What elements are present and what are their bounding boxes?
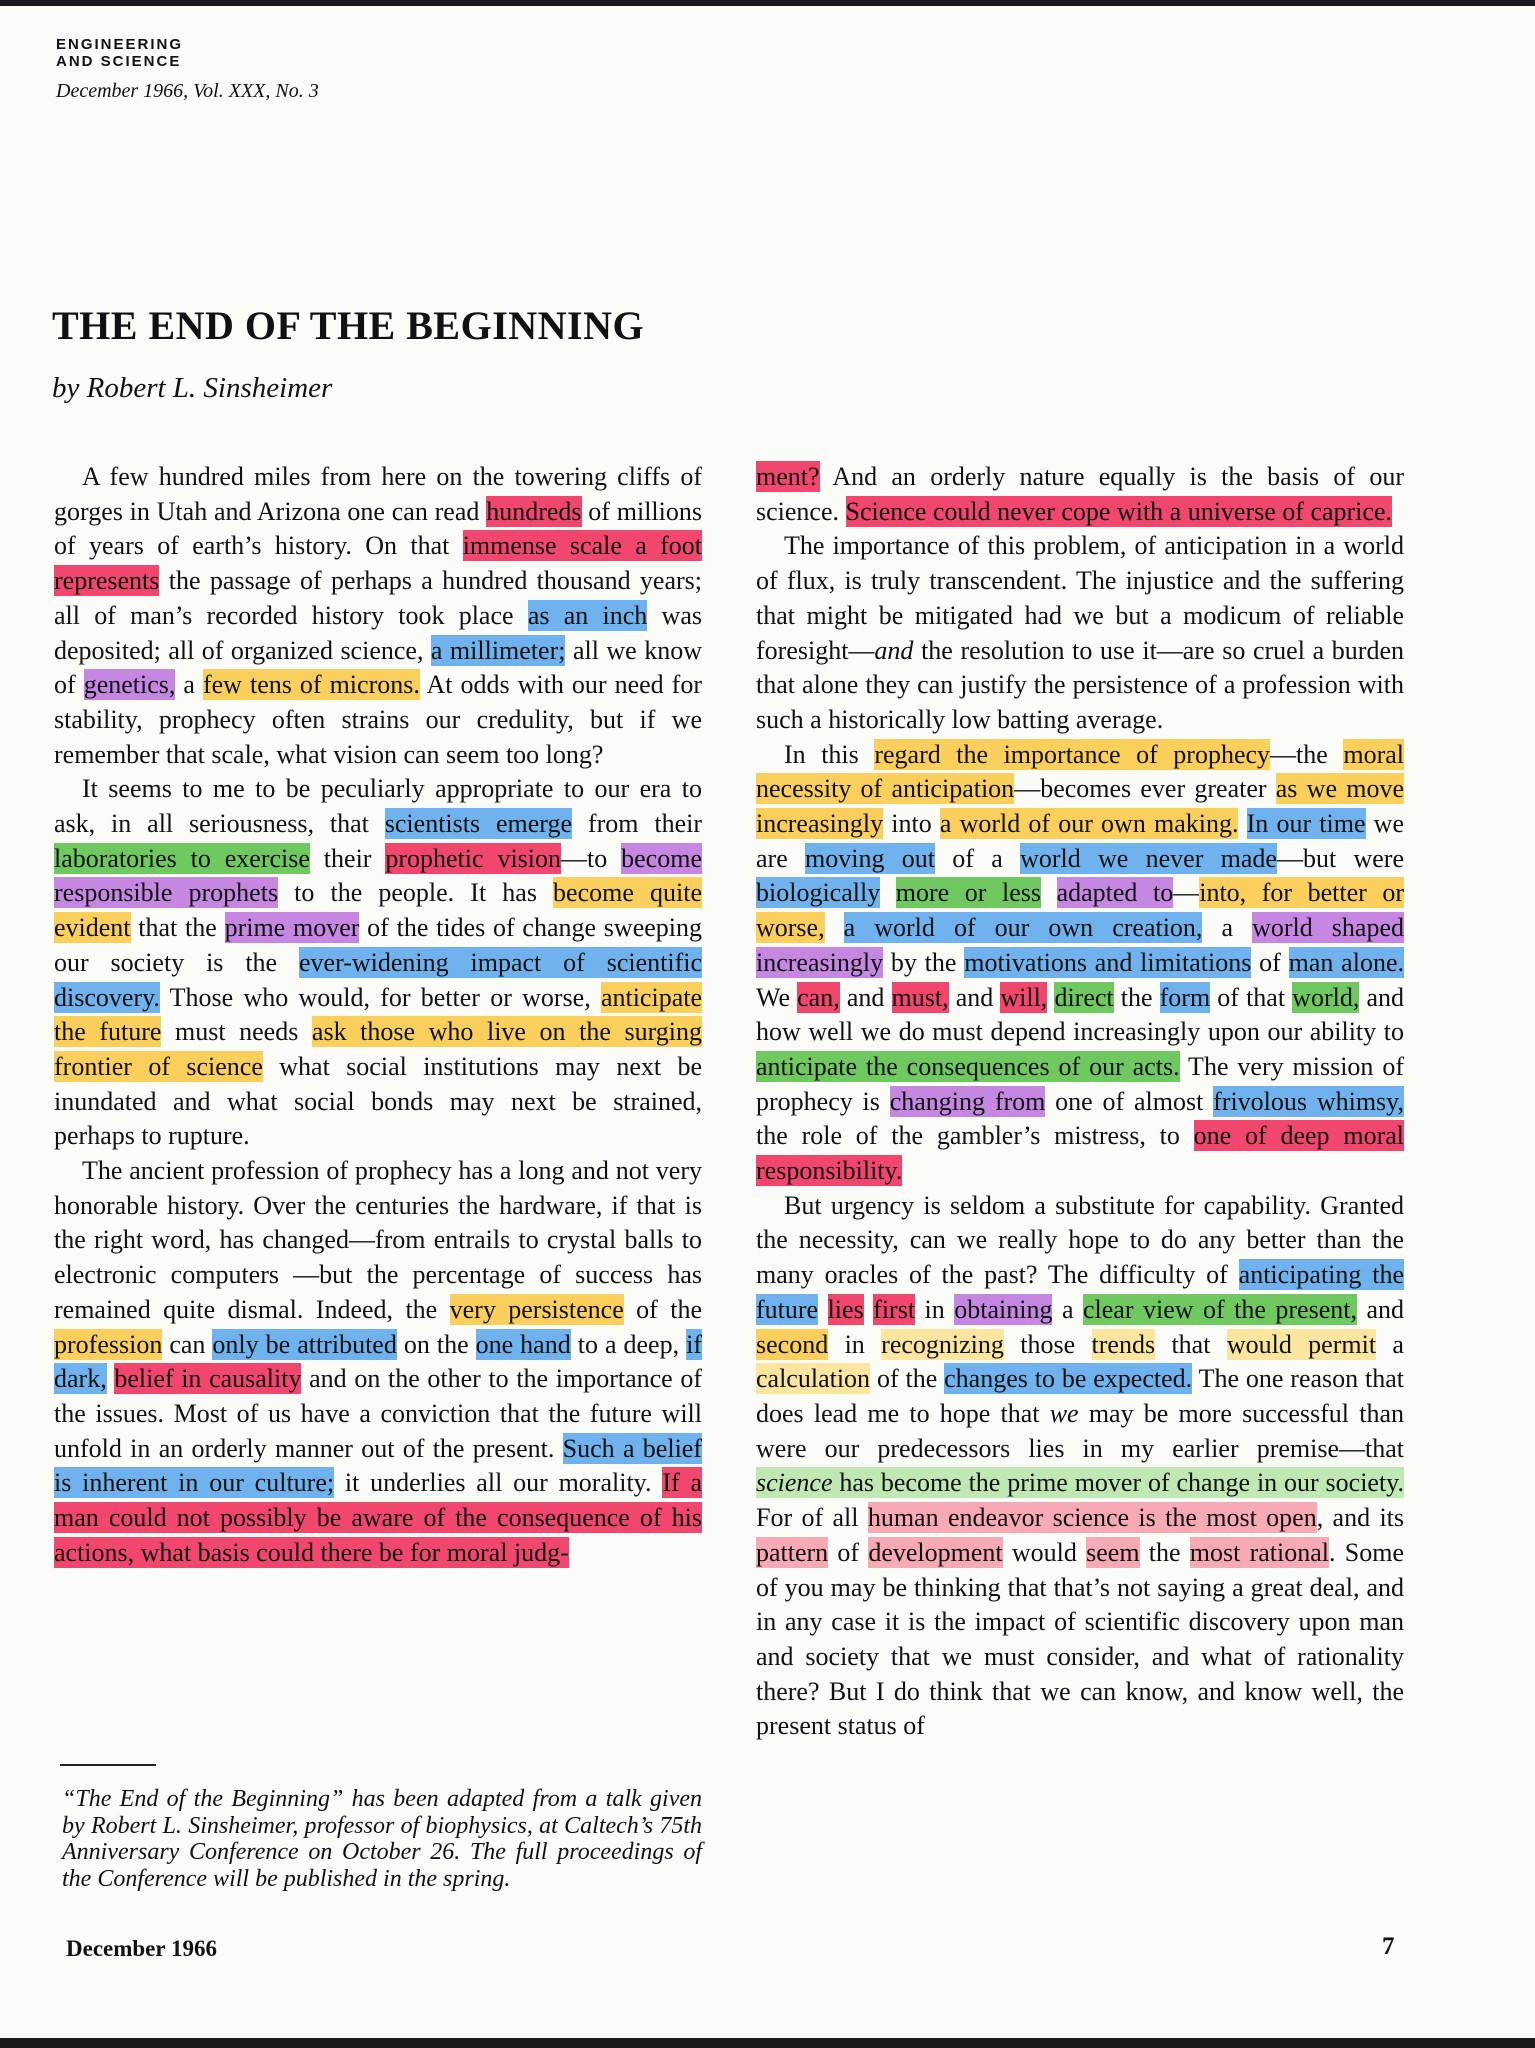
highlighted-text: Such a belief is inherent in our culture; <box>54 1433 702 1498</box>
masthead-line-2: AND SCIENCE <box>56 53 182 70</box>
highlighted-text: direct <box>1054 982 1114 1012</box>
body-text: of that <box>1210 982 1293 1012</box>
highlighted-text: most rational <box>1189 1537 1330 1567</box>
highlighted-text: motivations and limitations <box>964 947 1252 977</box>
highlighted-text: moving out <box>805 843 935 873</box>
highlighted-text: man alone. <box>1288 947 1404 977</box>
page-number: 7 <box>1382 1933 1395 1960</box>
highlighted-text: anticipating the future <box>756 1260 1404 1324</box>
highlighted-text: can, <box>797 982 840 1012</box>
body-text: of <box>1251 947 1289 977</box>
body-text: of the tides of change sweeping our society is the <box>54 913 702 977</box>
article-title: THE END OF THE BEGINNING <box>52 303 645 348</box>
body-text: what social institutions may next be inundated and what social bonds may next be strained, perhaps to rupture. <box>54 1051 702 1151</box>
body-text: can <box>162 1329 213 1359</box>
body-text: and how well we do must depend increasingly upon our ability to <box>756 982 1405 1047</box>
paragraph <box>756 1189 1404 1744</box>
body-text: to a deep, <box>570 1329 687 1359</box>
body-text: would <box>1002 1537 1087 1567</box>
left-column <box>54 460 702 1571</box>
body-text: The very mission of prophecy is <box>756 1051 1405 1116</box>
body-text: We <box>756 982 798 1012</box>
highlighted-text: world we never made <box>1020 843 1277 873</box>
highlighted-text: one hand <box>475 1329 571 1359</box>
body-text: we are <box>756 809 1404 873</box>
footer-date: December 1966 <box>66 1936 217 1961</box>
highlighted-text: changing from <box>889 1086 1046 1116</box>
highlighted-text: ment? <box>756 462 820 491</box>
highlighted-text: become quite evident <box>54 878 702 943</box>
body-text: by the <box>883 947 965 977</box>
highlighted-text: changes to be expected. <box>944 1364 1193 1394</box>
body-text: those <box>1003 1329 1092 1359</box>
magazine-page <box>0 6 1535 2038</box>
body-text: the role of the gambler’s mistress, to <box>756 1121 1194 1151</box>
body-text: The ancient profession of prophecy has a long and not very honorable history. Over the centuries the hardware, if that is the right word, has changed—from entrails to crystal balls to electronic computers —but the percentage of success has remained quite dismal. Indeed, the <box>54 1156 702 1324</box>
highlighted-text: clear view of the present, <box>1083 1294 1357 1324</box>
body-text: For of all <box>756 1503 868 1533</box>
highlighted-text: ask those who live on the surging frontier of science <box>54 1017 702 1081</box>
highlighted-text: adapted to <box>1056 878 1174 908</box>
right-column <box>756 460 1404 1744</box>
highlighted-text: regard the importance of prophecy <box>874 739 1271 769</box>
highlighted-text: as an inch <box>527 600 648 630</box>
highlighted-text: science <box>756 1468 833 1498</box>
masthead-line-1: ENGINEERING <box>56 36 184 53</box>
highlighted-text: more or less <box>895 878 1041 908</box>
highlighted-text: In our time <box>1246 809 1366 839</box>
body-text: —the <box>1270 739 1344 769</box>
body-text <box>1041 878 1057 907</box>
highlighted-text: hundreds <box>486 496 582 526</box>
highlighted-text: development <box>868 1537 1003 1567</box>
highlighted-text: laboratories to exercise <box>54 843 310 873</box>
body-text: of a <box>935 843 1021 873</box>
body-text: to the people. It has <box>278 878 554 908</box>
highlighted-text: form <box>1159 982 1211 1012</box>
body-text: It seems to me to be peculiarly appropriate to our era to ask, in all seriousness, that <box>54 774 702 839</box>
body-text: —but were <box>1276 843 1404 873</box>
body-text: . Some of you may be thinking that that’s not saying a great deal, and in any case it is the impact of scientific discovery upon man and society that we must consider, and what of rationality there? But I do think that we can know, and know well, the present status of <box>756 1537 1404 1741</box>
highlighted-text: a world of our own making. <box>939 809 1239 839</box>
article-byline: by Robert L. Sinsheimer <box>52 372 333 404</box>
body-text <box>864 1295 873 1324</box>
highlighted-text: immense scale a foot represents <box>54 531 702 596</box>
highlighted-text: genetics, <box>83 670 176 700</box>
body-text: But urgency is seldom a substitute for capability. Granted the necessity, can we really hope to do any better than the many oracles of the past? The difficulty of <box>756 1190 1404 1290</box>
highlighted-text: world shaped increasingly <box>756 913 1405 977</box>
body-text: must needs <box>161 1017 312 1047</box>
paragraph <box>54 772 702 1154</box>
body-text: the <box>1113 982 1160 1012</box>
body-text: of millions of years of earth’s history. On that <box>54 496 703 561</box>
highlighted-text: trends <box>1091 1329 1156 1359</box>
body-text: of <box>828 1537 869 1567</box>
body-text: a <box>1376 1329 1404 1359</box>
highlighted-text: frivolous whimsy, <box>1213 1086 1404 1116</box>
body-text: that the <box>130 913 225 943</box>
highlighted-text: ever-widening impact of scientific discovery. <box>54 947 702 1012</box>
masthead <box>56 36 319 103</box>
body-text <box>1238 809 1246 838</box>
body-text: into <box>883 809 940 839</box>
body-text: —to <box>561 843 622 873</box>
body-text: and on the other to the importance of the issues. Most of us have a conviction that the future will unfold in an orderly manner out of the present. <box>54 1364 702 1463</box>
paragraph <box>54 1154 702 1570</box>
highlighted-text: second <box>756 1329 829 1359</box>
body-text: and <box>839 982 892 1012</box>
footnote-divider <box>60 1764 156 1766</box>
body-text <box>818 1295 827 1324</box>
body-text <box>825 913 844 942</box>
footnote: “The End of the Beginning” has been adapted from a talk given by Robert L. Sinsheimer, professor of biophysics, at Caltech’s 75th Anniversary Conference on October 26. The full proceedings of the Conference will be published in the spring. <box>62 1786 702 1892</box>
paragraph <box>54 460 702 772</box>
body-text: the passage of perhaps a hundred thousand years; all of man’s recorded history took place <box>54 566 702 630</box>
highlighted-text: calculation <box>756 1364 871 1394</box>
highlighted-text: very persistence <box>449 1294 624 1324</box>
highlighted-text: has become the prime mover of change in our society. <box>832 1468 1404 1498</box>
highlighted-text: lies <box>827 1294 864 1324</box>
highlighted-text: if dark, <box>54 1329 702 1394</box>
highlighted-text: only be attributed <box>212 1329 397 1359</box>
highlighted-text: prime mover <box>224 913 360 943</box>
body-text: a <box>1052 1294 1083 1324</box>
highlighted-text: will, <box>1000 982 1048 1012</box>
issue-info: December 1966, Vol. XXX, No. 3 <box>56 80 319 102</box>
body-text: and <box>948 982 1001 1012</box>
body-text: And an orderly nature equally is the basis of our science. <box>756 462 1404 526</box>
highlighted-text: would permit <box>1226 1329 1377 1359</box>
highlighted-text: few tens of microns. <box>202 670 420 700</box>
highlighted-text: recognizing <box>881 1329 1004 1359</box>
body-text: we <box>1049 1398 1079 1428</box>
body-text: a <box>1202 913 1253 943</box>
body-text: The one reason that does lead me to hope that <box>756 1364 1405 1428</box>
highlighted-text: Science could never cope with a universe of caprice. <box>845 496 1392 526</box>
body-text: of the <box>623 1294 703 1324</box>
highlighted-text: scientists emerge <box>384 809 573 839</box>
paragraph <box>756 529 1404 737</box>
body-text: — <box>1173 878 1200 908</box>
body-text: The importance of this problem, of anticipation in a world of flux, is truly transcendent. The injustice and the suffering that might be mitigated had we but a modicum of reliable foresight— <box>756 531 1404 665</box>
body-text: In this <box>784 739 875 769</box>
highlighted-text: moral necessity of anticipation <box>756 739 1404 804</box>
paragraph <box>756 738 1404 1189</box>
body-text: , and its <box>1316 1503 1405 1533</box>
body-text: A few hundred miles from here on the towering cliffs of gorges in Utah and Arizona one can read <box>54 462 702 526</box>
body-text: in <box>828 1329 882 1359</box>
body-text <box>880 878 896 907</box>
highlighted-text: profession <box>54 1329 163 1359</box>
highlighted-text: become responsible prophets <box>54 843 702 908</box>
body-text: was deposited; all of organized science, <box>54 600 702 665</box>
body-text: all we know of <box>54 635 702 700</box>
highlighted-text: human endeavor science is the most open <box>867 1503 1317 1533</box>
highlighted-text: seem <box>1086 1537 1140 1567</box>
highlighted-text: prophetic vision <box>385 843 562 873</box>
highlighted-text: a world of our own creation, <box>843 913 1203 943</box>
highlighted-text: belief in causality <box>114 1364 302 1394</box>
highlighted-text: must, <box>891 982 949 1012</box>
highlighted-text: as we move increasingly <box>756 774 1404 839</box>
body-text: on the <box>396 1329 476 1359</box>
body-text: and <box>874 635 914 665</box>
body-text: a <box>175 670 203 700</box>
highlighted-text: obtaining <box>954 1294 1053 1324</box>
highlighted-text: anticipate the future <box>54 982 702 1047</box>
body-text: one of almost <box>1045 1086 1214 1116</box>
body-text: of the <box>870 1364 945 1394</box>
body-text: Those who would, for better or worse, <box>159 982 601 1012</box>
highlighted-text: anticipate the consequences of our acts. <box>756 1051 1180 1081</box>
highlighted-text: into, for better or worse, <box>756 878 1405 943</box>
highlighted-text: biologically <box>756 878 881 908</box>
body-text: the resolution to use it—are so cruel a burden that alone they can justify the persistence of a profession with such a historically low batting average. <box>756 635 1404 734</box>
highlighted-text: world, <box>1292 982 1360 1012</box>
highlighted-text: a millimeter; <box>430 635 566 665</box>
body-text: that <box>1155 1329 1227 1359</box>
highlighted-text: one of deep moral responsibility. <box>756 1121 1405 1186</box>
highlighted-text: If a man could not possibly be aware of the consequence of his actions, what basis could there be for moral judg- <box>54 1468 702 1567</box>
paragraph <box>756 460 1404 529</box>
body-text: may be more successful than were our predecessors lies in my earlier premise—that <box>756 1398 1404 1463</box>
body-text: the <box>1139 1537 1190 1567</box>
body-text: in <box>915 1294 955 1324</box>
body-text: and <box>1356 1294 1405 1324</box>
body-text: At odds with our need for stability, prophecy often strains our credulity, but if we remember that scale, what vision can seem too long? <box>54 670 702 769</box>
highlighted-text: first <box>873 1294 916 1324</box>
body-text: —becomes ever greater <box>1014 774 1276 804</box>
body-text: it underlies all our morality. <box>334 1468 663 1498</box>
highlighted-text: pattern <box>756 1537 829 1567</box>
body-text: their <box>309 843 386 873</box>
body-text: from their <box>572 809 703 839</box>
